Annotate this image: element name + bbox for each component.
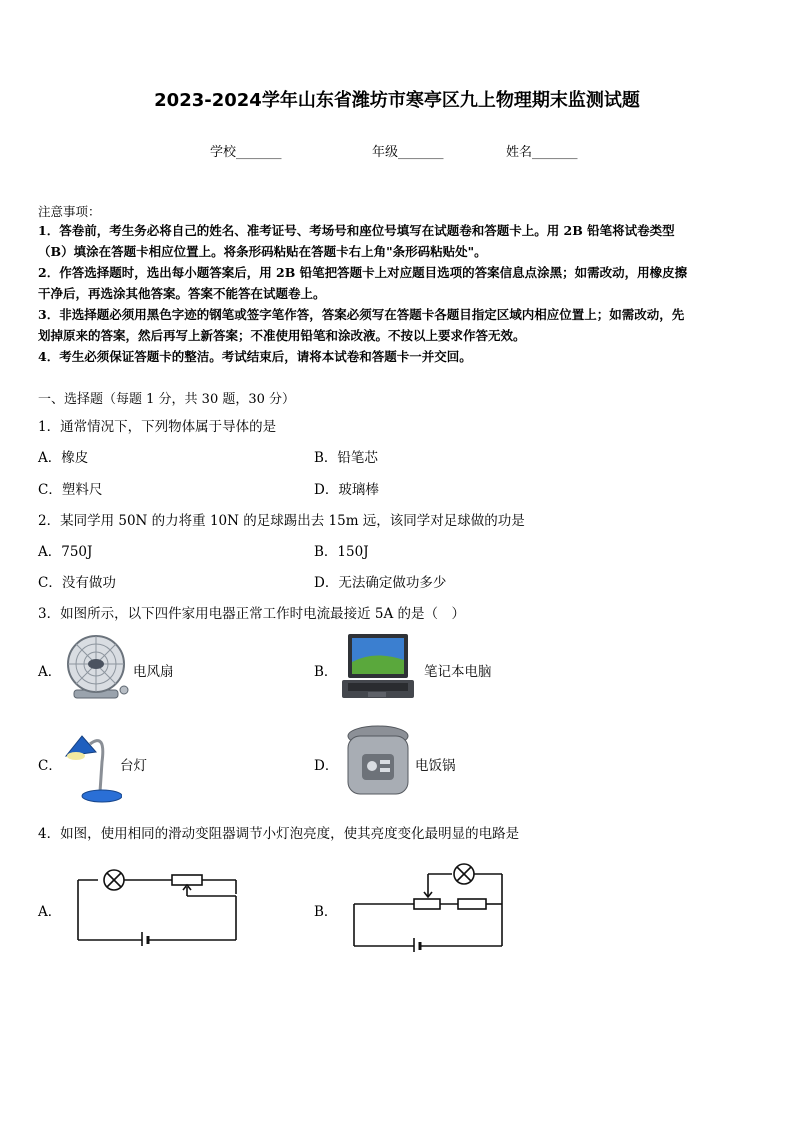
q3-option-d-letter: D．: [314, 758, 339, 774]
note-3-line-2: 划掉原来的答案，然后再写上新答案；不准使用铅笔和涂改液。不按以上要求作答无效。: [38, 328, 526, 343]
desk-lamp-image: [62, 722, 122, 804]
q3-option-b-letter: B．: [314, 664, 338, 680]
q3-option-c-letter: C．: [38, 758, 62, 774]
question-4-stem: 4．如图，使用相同的滑动变阻器调节小灯泡亮度，使其亮度变化最明显的电路是: [38, 826, 520, 842]
school-field: 学校_______: [210, 145, 282, 160]
note-3-line-1: 3．非选择题必须用黑色字迹的钢笔或签字笔作答，答案必须写在答题卡各题目指定区域内相应位置上；如需改动，先: [38, 307, 685, 322]
q1-option-b: B．铅笔芯: [314, 450, 378, 466]
note-2-line-2: 干净后，再选涂其他答案。答案不能答在试题卷上。: [38, 286, 326, 301]
note-1: [38, 220, 760, 367]
electric-fan-image: [60, 632, 132, 704]
q3-option-d-text: 电饭锅: [415, 758, 456, 774]
laptop-image: [338, 632, 416, 706]
q3-option-b-text: 笔记本电脑: [424, 664, 492, 680]
q1-option-c: C．塑料尺: [38, 482, 103, 498]
q3-option-a-text: 电风扇: [133, 664, 174, 680]
q4-option-a-letter: A．: [38, 904, 62, 920]
note-2-line-1: 2．作答选择题时，选出每小题答案后，用 2B 铅笔把答题卡上对应题目选项的答案信息点涂黑；如需改动，用橡皮擦: [38, 265, 688, 280]
note-1-line-2: （B）填涂在答题卡相应位置上。将条形码粘贴在答题卡右上角"条形码粘贴处"。: [38, 244, 487, 259]
question-1-stem: 1．通常情况下，下列物体属于导体的是: [38, 419, 277, 435]
note-1-line-1: 1．答卷前，考生务必将自己的姓名、准考证号、考场号和座位号填写在试题卷和答题卡上。用 2B 铅笔将试卷类型: [38, 223, 675, 238]
name-field: 姓名_______: [506, 145, 578, 160]
q1-option-a: A．橡皮: [38, 450, 89, 466]
rice-cooker-image: [342, 722, 414, 804]
q4-option-b-letter: B．: [314, 904, 338, 920]
q2-option-b: B．150J: [314, 544, 369, 560]
circuit-b-diagram: [352, 862, 512, 952]
q2-option-d: D．无法确定做功多少: [314, 575, 447, 591]
note-4: 4．考生必须保证答题卡的整洁。考试结束后，请将本试卷和答题卡一并交回。: [38, 349, 472, 364]
circuit-a-diagram: [76, 866, 246, 946]
question-2-stem: 2．某同学用 50N 的力将重 10N 的足球踢出去 15m 远，该同学对足球做的功是: [38, 513, 525, 529]
section-heading: 一、选择题（每题 1 分，共 30 题，30 分）: [38, 392, 296, 407]
notes-heading: 注意事项：: [38, 204, 101, 219]
q1-option-d: D．玻璃棒: [314, 482, 379, 498]
q3-option-a-letter: A．: [38, 664, 62, 680]
q2-option-c: C．没有做功: [38, 575, 116, 591]
q3-option-c-text: 台灯: [120, 758, 147, 774]
q2-option-a: A．750J: [38, 544, 93, 560]
grade-field: 年级_______: [372, 145, 444, 160]
question-3-stem: 3．如图所示，以下四件家用电器正常工作时电流最接近 5A 的是（ ）: [38, 606, 466, 622]
page-title: 2023-2024学年山东省潍坊市寒亭区九上物理期末监测试题: [154, 90, 640, 111]
